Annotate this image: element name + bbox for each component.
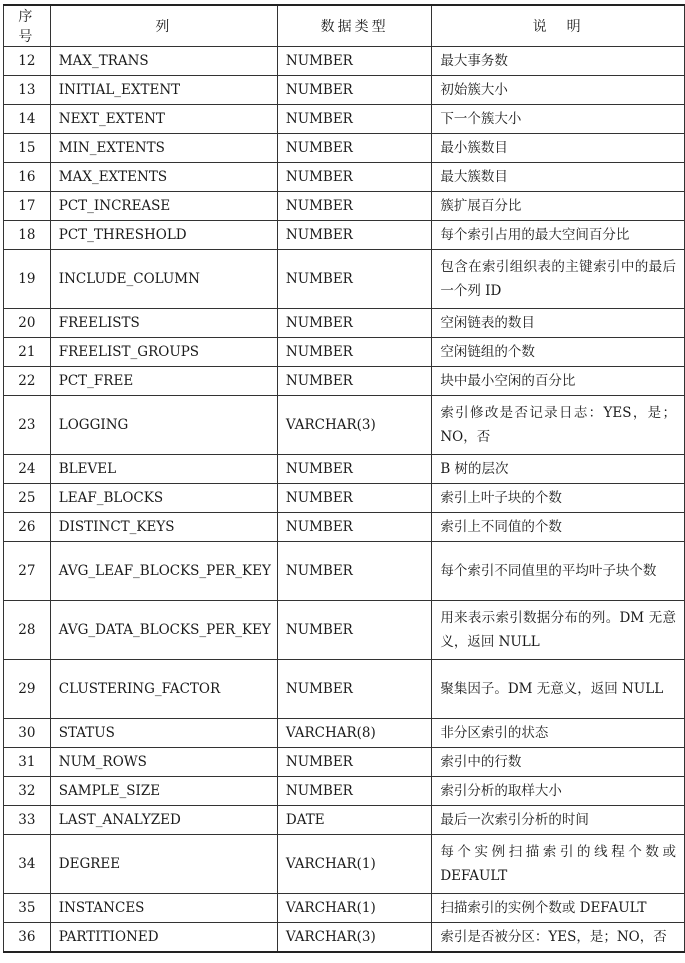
row-seq: 13	[4, 76, 51, 105]
row-data-type: NUMBER	[277, 777, 431, 806]
row-data-type: NUMBER	[277, 748, 431, 777]
row-seq: 20	[4, 309, 51, 338]
row-description: 初始簇大小	[432, 76, 685, 105]
row-seq: 19	[4, 250, 51, 309]
row-data-type: NUMBER	[277, 338, 431, 367]
row-data-type: VARCHAR(8)	[277, 719, 431, 748]
row-data-type: DATE	[277, 806, 431, 835]
row-description: B 树的层次	[432, 455, 685, 484]
row-seq: 22	[4, 367, 51, 396]
row-column-name: FREELIST_GROUPS	[50, 338, 277, 367]
row-description: 最小簇数目	[432, 134, 685, 163]
row-seq: 26	[4, 513, 51, 542]
table-row	[4, 396, 685, 455]
row-column-name: MAX_TRANS	[50, 47, 277, 76]
row-description: 聚集因子。DM 无意义，返回 NULL	[432, 660, 685, 719]
row-seq: 28	[4, 601, 51, 660]
row-seq: 27	[4, 542, 51, 601]
row-seq: 31	[4, 748, 51, 777]
row-description: 每个索引占用的最大空间百分比	[432, 221, 685, 250]
row-description: 下一个簇大小	[432, 105, 685, 134]
row-seq: 34	[4, 835, 51, 894]
row-data-type: NUMBER	[277, 76, 431, 105]
row-data-type: NUMBER	[277, 134, 431, 163]
row-seq: 21	[4, 338, 51, 367]
row-seq: 24	[4, 455, 51, 484]
table-row	[4, 221, 685, 250]
row-data-type: VARCHAR(1)	[277, 894, 431, 923]
row-column-name: PARTITIONED	[50, 923, 277, 952]
header-row	[4, 5, 685, 47]
row-description: 块中最小空闲的百分比	[432, 367, 685, 396]
row-description: 索引分析的取样大小	[432, 777, 685, 806]
row-data-type: NUMBER	[277, 455, 431, 484]
table-row	[4, 47, 685, 76]
table-row	[4, 660, 685, 719]
row-seq: 17	[4, 192, 51, 221]
row-column-name: BLEVEL	[50, 455, 277, 484]
row-description: 每个索引不同值里的平均叶子块个数	[432, 542, 685, 601]
table-row	[4, 484, 685, 513]
table-row	[4, 542, 685, 601]
table-row	[4, 250, 685, 309]
row-column-name: AVG_LEAF_BLOCKS_PER_KEY	[50, 542, 277, 601]
table-row	[4, 777, 685, 806]
row-column-name: PCT_THRESHOLD	[50, 221, 277, 250]
row-column-name: PCT_INCREASE	[50, 192, 277, 221]
row-seq: 14	[4, 105, 51, 134]
table-row	[4, 923, 685, 952]
row-column-name: MIN_EXTENTS	[50, 134, 277, 163]
row-description: 索引是否被分区：YES，是；NO，否	[432, 923, 685, 952]
row-data-type: VARCHAR(3)	[277, 923, 431, 952]
row-description: 包含在索引组织表的主键索引中的最后一个列 ID	[432, 250, 685, 309]
row-data-type: NUMBER	[277, 221, 431, 250]
row-seq: 16	[4, 163, 51, 192]
row-column-name: CLUSTERING_FACTOR	[50, 660, 277, 719]
row-column-name: LEAF_BLOCKS	[50, 484, 277, 513]
row-column-name: NEXT_EXTENT	[50, 105, 277, 134]
row-data-type: NUMBER	[277, 513, 431, 542]
table-row	[4, 719, 685, 748]
row-seq: 33	[4, 806, 51, 835]
row-column-name: FREELISTS	[50, 309, 277, 338]
row-data-type: NUMBER	[277, 250, 431, 309]
row-seq: 15	[4, 134, 51, 163]
table-row	[4, 455, 685, 484]
row-column-name: NUM_ROWS	[50, 748, 277, 777]
row-column-name: INSTANCES	[50, 894, 277, 923]
row-seq: 25	[4, 484, 51, 513]
row-column-name: STATUS	[50, 719, 277, 748]
row-description: 最大事务数	[432, 47, 685, 76]
header-description: 说 明	[432, 5, 685, 47]
table-body	[4, 47, 685, 952]
table-row	[4, 806, 685, 835]
table-row	[4, 309, 685, 338]
header-column: 列	[50, 5, 277, 47]
row-seq: 35	[4, 894, 51, 923]
row-seq: 32	[4, 777, 51, 806]
row-data-type: NUMBER	[277, 601, 431, 660]
row-seq: 29	[4, 660, 51, 719]
row-data-type: VARCHAR(3)	[277, 396, 431, 455]
row-description: 簇扩展百分比	[432, 192, 685, 221]
row-seq: 23	[4, 396, 51, 455]
table-row	[4, 894, 685, 923]
row-description: 空闲链组的个数	[432, 338, 685, 367]
row-data-type: NUMBER	[277, 367, 431, 396]
row-data-type: NUMBER	[277, 660, 431, 719]
table-row	[4, 105, 685, 134]
row-data-type: VARCHAR(1)	[277, 835, 431, 894]
table-row	[4, 601, 685, 660]
row-description: 索引中的行数	[432, 748, 685, 777]
row-description: 非分区索引的状态	[432, 719, 685, 748]
row-description: 最后一次索引分析的时间	[432, 806, 685, 835]
row-seq: 36	[4, 923, 51, 952]
row-description: 索引上不同值的个数	[432, 513, 685, 542]
row-column-name: LOGGING	[50, 396, 277, 455]
row-data-type: NUMBER	[277, 163, 431, 192]
row-description: 每个实例扫描索引的线程个数或 DEFAULT	[432, 835, 685, 894]
row-data-type: NUMBER	[277, 309, 431, 338]
row-description: 索引上叶子块的个数	[432, 484, 685, 513]
row-description: 扫描索引的实例个数或 DEFAULT	[432, 894, 685, 923]
row-data-type: NUMBER	[277, 192, 431, 221]
row-seq: 18	[4, 221, 51, 250]
data-dictionary-table	[3, 4, 685, 953]
table-row	[4, 835, 685, 894]
header-seq: 序号	[4, 5, 51, 47]
table-row	[4, 338, 685, 367]
row-data-type: NUMBER	[277, 542, 431, 601]
row-description: 空闲链表的数目	[432, 309, 685, 338]
row-description: 用来表示索引数据分布的列。DM 无意义，返回 NULL	[432, 601, 685, 660]
row-column-name: INCLUDE_COLUMN	[50, 250, 277, 309]
row-column-name: LAST_ANALYZED	[50, 806, 277, 835]
table-row	[4, 192, 685, 221]
row-column-name: DEGREE	[50, 835, 277, 894]
table-row	[4, 76, 685, 105]
table-row	[4, 367, 685, 396]
table-row	[4, 163, 685, 192]
table-row	[4, 748, 685, 777]
row-data-type: NUMBER	[277, 484, 431, 513]
table-header	[4, 5, 685, 47]
row-column-name: MAX_EXTENTS	[50, 163, 277, 192]
row-description: 索引修改是否记录日志：YES，是；NO，否	[432, 396, 685, 455]
row-column-name: PCT_FREE	[50, 367, 277, 396]
row-column-name: INITIAL_EXTENT	[50, 76, 277, 105]
row-data-type: NUMBER	[277, 105, 431, 134]
table-row	[4, 134, 685, 163]
row-seq: 12	[4, 47, 51, 76]
row-data-type: NUMBER	[277, 47, 431, 76]
row-column-name: DISTINCT_KEYS	[50, 513, 277, 542]
header-data-type: 数据类型	[277, 5, 431, 47]
row-description: 最大簇数目	[432, 163, 685, 192]
table-row	[4, 513, 685, 542]
row-column-name: SAMPLE_SIZE	[50, 777, 277, 806]
row-seq: 30	[4, 719, 51, 748]
row-column-name: AVG_DATA_BLOCKS_PER_KEY	[50, 601, 277, 660]
